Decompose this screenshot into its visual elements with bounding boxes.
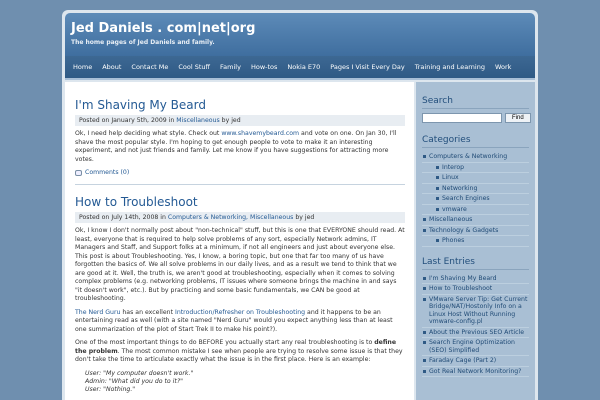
post-paragraph bbox=[75, 309, 405, 335]
vote-link[interactable]: www.shavemybeard.com bbox=[221, 130, 300, 137]
comments-link[interactable] bbox=[75, 169, 405, 176]
nav-about[interactable]: About bbox=[102, 63, 122, 71]
post-divider bbox=[75, 184, 405, 185]
nav-work[interactable]: Work bbox=[494, 63, 512, 71]
post-text: has an excellent bbox=[122, 308, 174, 316]
entry-item[interactable]: Got Real Network Monitoring? bbox=[422, 367, 529, 378]
nerd-guru-link[interactable]: The Nerd Guru bbox=[75, 308, 121, 316]
sidebar bbox=[416, 82, 535, 400]
post-paragraph: Ok, I know I don't normally post about "non-technical" stuff, but this is one that EVERYONE should read. At least, everyone that is required to help solve problems of any sort, especially Network admins, IT Managers and Staff, and Support folks at a minimum, if not all engineers and just about everyone else. This post is about Troubleshooting. Yes, I know, a boring topic, but one that far too many of us have forgotten the basics of. We all solve problems in our daily lives, and as a result we tend to think that we are good at it. Well, the truth is, we aren't good at troubleshooting, especially when it comes to solving complex problems (e.g. networking problems, IT issues where someone brings the machine in and says "it doesn't work", etc.). But by practicing and some basic fundamentals, we CAN be good at troubleshooting. bbox=[75, 227, 405, 302]
post-title[interactable]: I'm Shaving My Beard bbox=[75, 98, 206, 112]
search-form bbox=[422, 113, 529, 123]
entry-item[interactable]: About the Previous SEO Article bbox=[422, 328, 529, 339]
post-body-text: Ok, I need help deciding what style. Check out bbox=[75, 130, 220, 137]
category-item[interactable]: vmware bbox=[422, 205, 529, 216]
category-item[interactable]: Computers & Networking bbox=[422, 152, 529, 163]
nav-nokia[interactable]: Nokia E70 bbox=[287, 63, 321, 71]
post-meta-date: Posted on July 14th, 2008 in bbox=[79, 214, 166, 221]
last-entries-list bbox=[422, 274, 529, 378]
entry-item[interactable]: VMware Server Tip: Get Current Bridge/NAT/Hostonly Info on a Linux Host Without Running vmware-config.pl bbox=[422, 295, 529, 328]
last-entries-heading: Last Entries bbox=[422, 257, 529, 270]
entry-item[interactable]: Search Engine Optimization (SEO) Simplified bbox=[422, 338, 529, 356]
search-heading: Search bbox=[422, 96, 529, 109]
dialog-line: User: "My computer doesn't work." bbox=[85, 369, 194, 377]
post-paragraph bbox=[75, 339, 405, 365]
dialog-line: User: "Nothing." bbox=[85, 385, 136, 393]
main-nav bbox=[65, 56, 535, 80]
site-header bbox=[65, 13, 535, 56]
post-text: . The most common mistake I see when people are trying to resolve some issue is that they don't take the time to articulate exactly what the issue is in the first place. Here is an example: bbox=[75, 347, 403, 363]
post-meta-author: by jed bbox=[221, 117, 241, 124]
category-item[interactable]: Technology & Gadgets bbox=[422, 226, 529, 237]
post-body bbox=[75, 130, 405, 164]
post-category-link[interactable]: Miscellaneous bbox=[176, 117, 220, 124]
nav-pages[interactable]: Pages I Visit Every Day bbox=[330, 63, 405, 71]
main-content bbox=[65, 82, 414, 400]
nav-training[interactable]: Training and Learning bbox=[414, 63, 485, 71]
post-text: One of the most important things to do BEFORE you actually start any real troubleshooting is to bbox=[75, 339, 373, 346]
post-meta bbox=[75, 115, 405, 126]
entry-item[interactable]: Faraday Cage (Part 2) bbox=[422, 356, 529, 367]
page-wrapper bbox=[62, 10, 538, 400]
entry-item[interactable]: I'm Shaving My Beard bbox=[422, 274, 529, 285]
post-meta-date: Posted on January 5th, 2009 in bbox=[79, 117, 175, 124]
troubleshooting-link[interactable]: Introduction/Refresher on Troubleshooting bbox=[175, 308, 306, 316]
site-title[interactable]: Jed Daniels . com|net|org bbox=[71, 21, 256, 36]
post-meta bbox=[75, 212, 405, 223]
category-item[interactable]: Search Engines bbox=[422, 194, 529, 205]
entry-item[interactable]: How to Troubleshoot bbox=[422, 284, 529, 295]
example-dialog bbox=[75, 370, 405, 394]
nav-family[interactable]: Family bbox=[220, 63, 241, 71]
post-meta-author: by jed bbox=[295, 214, 315, 221]
comments-label[interactable]: Comments (0) bbox=[85, 169, 130, 176]
category-item[interactable]: Miscellaneous bbox=[422, 215, 529, 226]
nav-cool-stuff[interactable]: Cool Stuff bbox=[178, 63, 211, 71]
post-bold-text: define the problem bbox=[75, 339, 397, 355]
comment-icon bbox=[75, 170, 82, 176]
post-body-text-2: and vote on one. On Jan 30, I'll shave the most popular style. I'm hoping to get enough people to vote to make it an interesting experiment, and not just friends and family. Let me know if you have suggestions for attracting more votes. bbox=[75, 130, 397, 163]
site-tagline: The home pages of Jed Daniels and family. bbox=[71, 39, 215, 46]
post-category-link[interactable]: Computers & Networking, Miscellaneous bbox=[167, 214, 294, 221]
categories-heading: Categories bbox=[422, 135, 529, 148]
post-title[interactable]: How to Troubleshoot bbox=[75, 195, 198, 209]
dialog-line: Admin: "What did you do to it?" bbox=[85, 377, 183, 385]
nav-home[interactable]: Home bbox=[73, 63, 93, 71]
post-text: and it happens to be an entertaining read as well (with a site named "Nerd Guru" would you expect anything less than at least one summarization of the plot of Start Trek II to make his point?). bbox=[75, 308, 393, 333]
category-item[interactable]: Linux bbox=[422, 173, 529, 184]
category-item[interactable]: Phones bbox=[422, 236, 529, 247]
categories-list bbox=[422, 152, 529, 247]
nav-contact[interactable]: Contact Me bbox=[131, 63, 169, 71]
search-button[interactable]: Find bbox=[505, 113, 531, 123]
nav-how-tos[interactable]: How-tos bbox=[250, 63, 278, 71]
category-item[interactable]: Networking bbox=[422, 184, 529, 195]
search-input[interactable] bbox=[422, 113, 502, 123]
category-item[interactable]: Interop bbox=[422, 163, 529, 174]
